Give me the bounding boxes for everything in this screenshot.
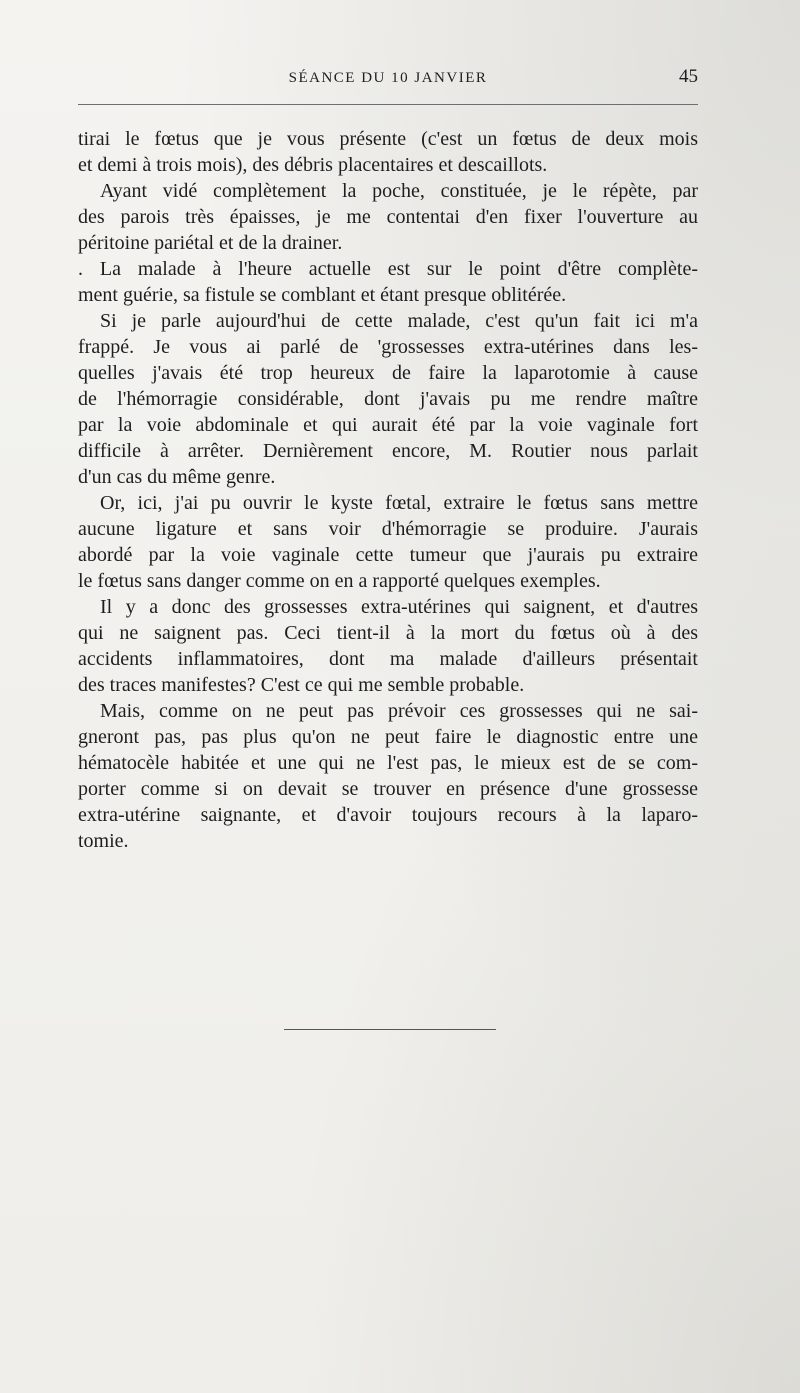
header-rule	[78, 104, 698, 105]
text-line: d'un cas du même genre.	[78, 466, 276, 488]
text-line: extra-utérine saignante, et d'avoir toujours recours à la laparo-	[78, 804, 698, 826]
body-text	[78, 126, 698, 854]
text-line: porter comme si on devait se trouver en présence d'une grossesse	[78, 778, 698, 800]
text-line: tirai le fœtus que je vous présente (c'est un fœtus de deux mois	[78, 128, 698, 150]
text-line: abordé par la voie vaginale cette tumeur que j'aurais pu extraire	[78, 544, 698, 566]
text-line: ment guérie, sa fistule se comblant et étant presque oblitérée.	[78, 284, 567, 306]
text-line: Mais, comme on ne peut pas prévoir ces grossesses qui ne sai-	[100, 700, 698, 722]
text-line: qui ne saignent pas. Ceci tient-il à la mort du fœtus où à des	[78, 622, 698, 644]
text-line: frappé. Je vous ai parlé de 'grossesses extra-utérines dans les-	[78, 336, 698, 358]
text-line: de l'hémorragie considérable, dont j'avais pu me rendre maître	[78, 388, 698, 410]
text-line: hématocèle habitée et une qui ne l'est pas, le mieux est de se com-	[78, 752, 698, 774]
text-line: par la voie abdominale et qui aurait été par la voie vaginale fort	[78, 414, 698, 436]
page-number: 45	[679, 66, 698, 87]
text-line: . La malade à l'heure actuelle est sur le point d'être complète-	[78, 258, 698, 280]
text-line: difficile à arrêter. Dernièrement encore, M. Routier nous parlait	[78, 440, 698, 462]
end-rule	[284, 1029, 496, 1030]
text-line: tomie.	[78, 830, 129, 852]
text-line: Si je parle aujourd'hui de cette malade, c'est qu'un fait ici m'a	[100, 310, 698, 332]
text-line: le fœtus sans danger comme on en a rapporté quelques exemples.	[78, 570, 601, 592]
running-head	[78, 62, 698, 98]
text-line: Il y a donc des grossesses extra-utérines qui saignent, et d'autres	[100, 596, 698, 618]
text-line: et demi à trois mois), des débris placentaires et descaillots.	[78, 154, 548, 176]
text-line: Ayant vidé complètement la poche, constituée, je le répète, par	[100, 180, 698, 202]
text-line: quelles j'avais été trop heureux de faire la laparotomie à cause	[78, 362, 698, 384]
running-head-title: SÉANCE DU 10 JANVIER	[288, 70, 488, 86]
text-line: aucune ligature et sans voir d'hémorragie se produire. J'aurais	[78, 518, 698, 540]
text-line: péritoine pariétal et de la drainer.	[78, 232, 343, 254]
text-line: des traces manifestes? C'est ce qui me semble probable.	[78, 674, 525, 696]
text-line: des parois très épaisses, je me contentai d'en fixer l'ouverture au	[78, 206, 698, 228]
text-line: gneront pas, pas plus qu'on ne peut faire le diagnostic entre une	[78, 726, 698, 748]
text-line: Or, ici, j'ai pu ouvrir le kyste fœtal, extraire le fœtus sans mettre	[100, 492, 698, 514]
text-line: accidents inflammatoires, dont ma malade d'ailleurs présentait	[78, 648, 698, 670]
